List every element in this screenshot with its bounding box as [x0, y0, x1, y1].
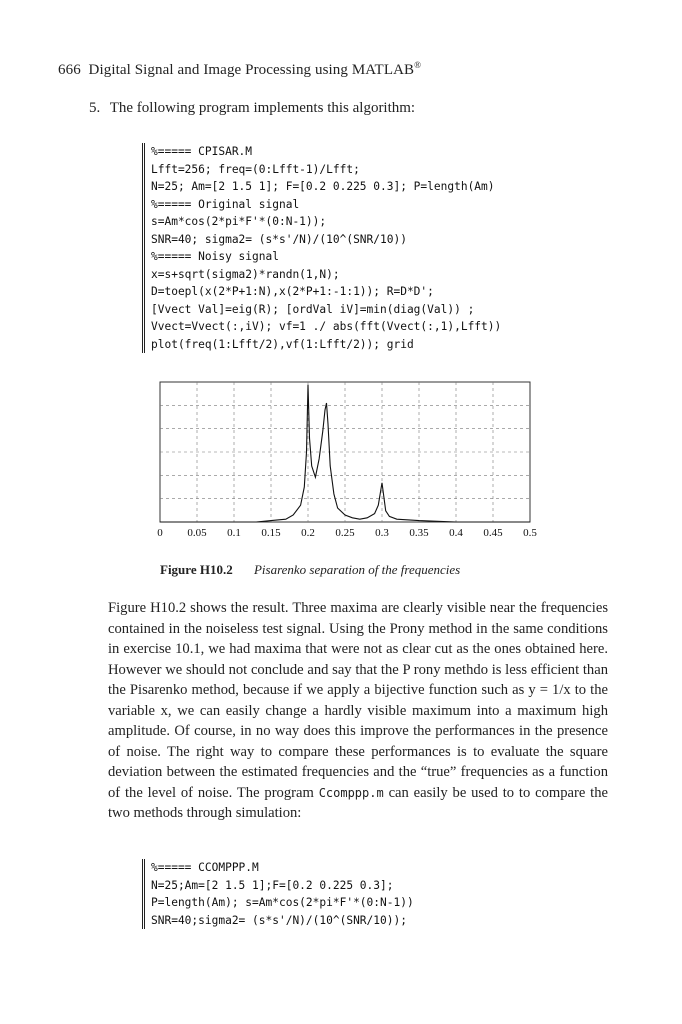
figure-pisarenko-plot: [150, 378, 540, 538]
code-line: SNR=40; sigma2= (s*s'/N)/(10^(SNR/10)): [151, 232, 407, 246]
code-line: %===== Original signal: [151, 197, 300, 211]
paragraph-text-end: can easily be used to to compare the two methods through simulation:: [108, 784, 608, 821]
code-block-cpisar: [142, 143, 501, 353]
registered-mark: ®: [414, 60, 422, 70]
code-line: Lfft=256; freq=(0:Lfft-1)/Lfft;: [151, 162, 360, 176]
x-tick-label: 0.45: [483, 527, 503, 538]
exercise-text: The following program implements this algorithm:: [109, 100, 416, 116]
paragraph-text: Figure H10.2 shows the result. Three maxima are clearly visible near the frequencies contained in the noiseless test signal. Using the Prony method in the same conditions in exercise 10.1, we had maxima that were not as clear cut as the ones obtained here. However we should not conclude and say that the P rony methdo is less efficient than the Pisarenko method, because if we apply a bijective function such as y = 1/x to the variable x, we can easily change a hardly visible maximum into a maximum high amplitude. Of course, in no way does this improve the performances in the presence of noise. The right way to compare these performances is to evaluate the square deviation between the estimated frequencies and the “true” frequencies as a function of the level of noise. The program: [108, 600, 608, 801]
x-tick-label: 0.15: [261, 527, 281, 538]
figure-caption: [160, 562, 460, 578]
code-line: SNR=40;sigma2= (s*s'/N)/(10^(SNR/10));: [151, 913, 407, 927]
code-line: [Vvect Val]=eig(R); [ordVal iV]=min(diag(Val)) ;: [151, 302, 475, 316]
x-tick-label: 0: [157, 527, 163, 538]
exercise-item: [89, 100, 415, 117]
x-tick-label: 0.1: [227, 527, 241, 538]
x-tick-label: 0.35: [409, 527, 429, 538]
book-title: Digital Signal and Image Processing using MATLAB: [88, 62, 415, 78]
code-line: s=Am*cos(2*pi*F'*(0:N-1));: [151, 215, 327, 228]
code-line: plot(freq(1:Lfft/2),vf(1:Lfft/2)); grid: [151, 337, 414, 351]
x-tick-label: 0.4: [449, 527, 463, 538]
code-line: N=25;Am=[2 1.5 1];F=[0.2 0.225 0.3];: [151, 878, 394, 892]
figure-label: Figure H10.2: [160, 562, 233, 577]
code-line: P=length(Am); s=Am*cos(2*pi*F'*(0:N-1)): [151, 896, 414, 909]
pisarenko-spectrum-chart: [150, 378, 540, 538]
figure-caption-text: Pisarenko separation of the frequencies: [253, 562, 461, 577]
x-tick-label: 0.25: [335, 527, 355, 538]
body-paragraph: [108, 598, 608, 824]
x-tick-label: 0.3: [375, 527, 389, 538]
code-line: %===== CCOMPPP.M: [151, 861, 259, 874]
page-header: [58, 60, 421, 79]
x-tick-label: 0.5: [523, 527, 537, 538]
code-line: D=toepl(x(2*P+1:N),x(2*P+1:-1:1)); R=D*D';: [151, 285, 434, 298]
page-number: 666: [58, 62, 81, 78]
exercise-number: 5.: [89, 100, 101, 116]
x-tick-label: 0.2: [301, 527, 315, 538]
code-line: %===== Noisy signal: [151, 250, 279, 263]
inline-code: Ccomppp.m: [318, 785, 384, 800]
code-line: %===== CPISAR.M: [151, 145, 253, 158]
code-line: x=s+sqrt(sigma2)*randn(1,N);: [151, 267, 340, 281]
x-tick-label: 0.05: [187, 527, 207, 538]
code-line: N=25; Am=[2 1.5 1]; F=[0.2 0.225 0.3]; P=length(Am): [151, 180, 495, 193]
code-line: Vvect=Vvect(:,iV); vf=1 ./ abs(fft(Vvect(:,1),Lfft)): [151, 320, 502, 333]
code-block-ccomppp: [142, 859, 414, 929]
